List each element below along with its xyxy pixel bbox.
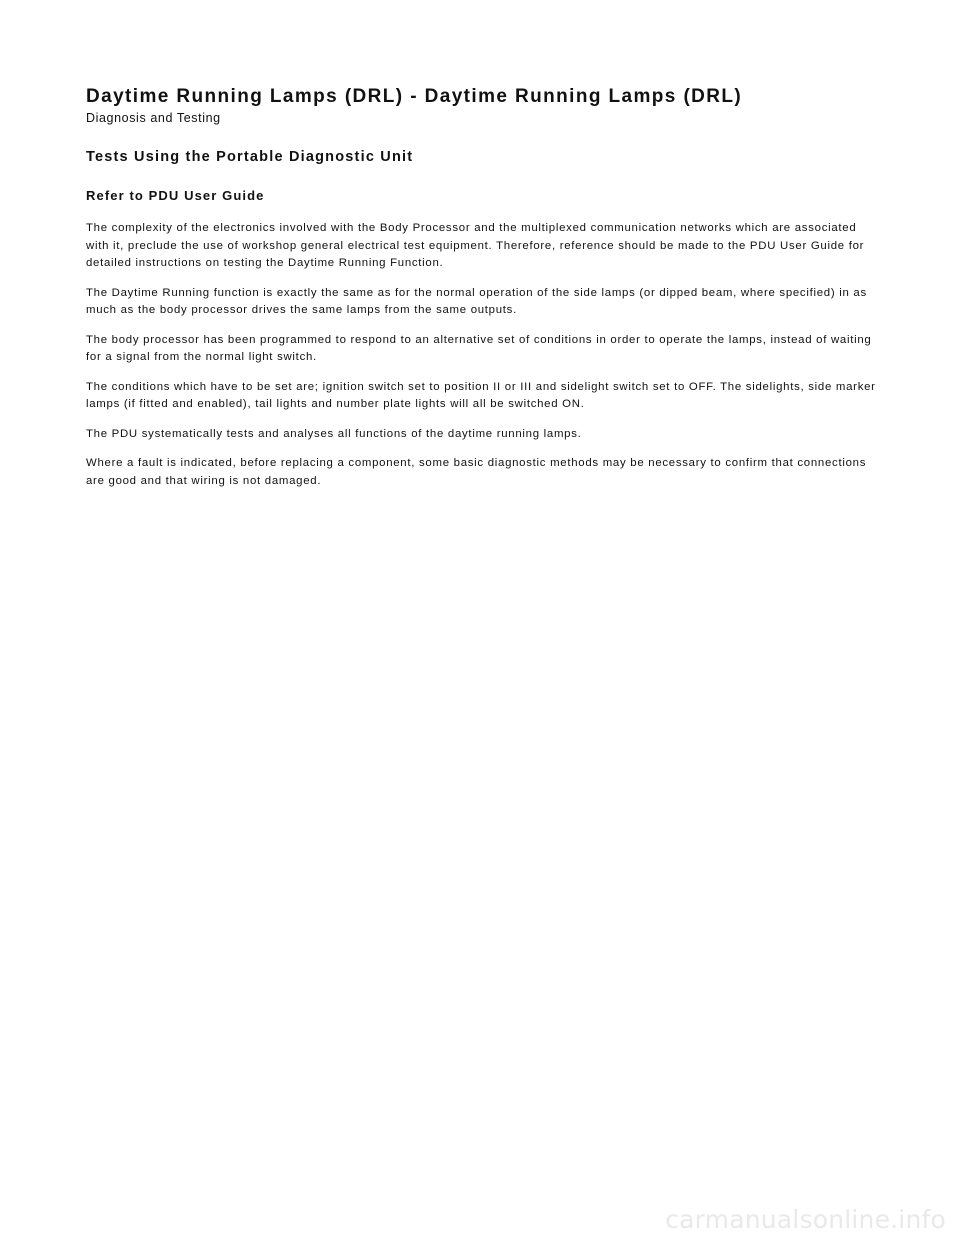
paragraph-fault-indicated: Where a fault is indicated, before replacing a component, some basic diagnostic methods may be necessary to confirm that connections are good and that wiring is not damaged. bbox=[86, 457, 867, 487]
section-heading: Tests Using the Portable Diagnostic Unit bbox=[86, 149, 414, 165]
paragraph-electronics-complexity: The complexity of the electronics involved with the Body Processor and the multiplexed communication networks which are associated with it, preclude the use of workshop general electrical test equipment. Therefore, reference should be made to the PDU User Guide for detailed instructions on testing the Daytime Running Function. bbox=[86, 222, 865, 269]
document-page bbox=[86, 86, 876, 490]
paragraph-body-processor: The body processor has been programmed to respond to an alternative set of conditions in order to operate the lamps, instead of waiting for a signal from the normal light switch. bbox=[86, 333, 872, 363]
watermark: carmanualsonline.info bbox=[665, 1205, 946, 1234]
paragraph-pdu-tests: The PDU systematically tests and analyses all functions of the daytime running lamps. bbox=[86, 427, 582, 440]
paragraph-drl-function: The Daytime Running function is exactly the same as for the normal operation of the side lamps (or dipped beam, where specified) in as much as the body processor drives the same lamps from the same outputs. bbox=[86, 286, 867, 316]
paragraph-conditions: The conditions which have to be set are; ignition switch set to position II or III and sidelight switch set to OFF. The sidelights, side marker lamps (if fitted and enabled), tail lights and number plate lights will all be switched ON. bbox=[86, 380, 876, 410]
sub-heading: Refer to PDU User Guide bbox=[86, 188, 265, 203]
page-subtitle: Diagnosis and Testing bbox=[86, 111, 221, 125]
page-title: Daytime Running Lamps (DRL) - Daytime Running Lamps (DRL) bbox=[86, 86, 743, 107]
